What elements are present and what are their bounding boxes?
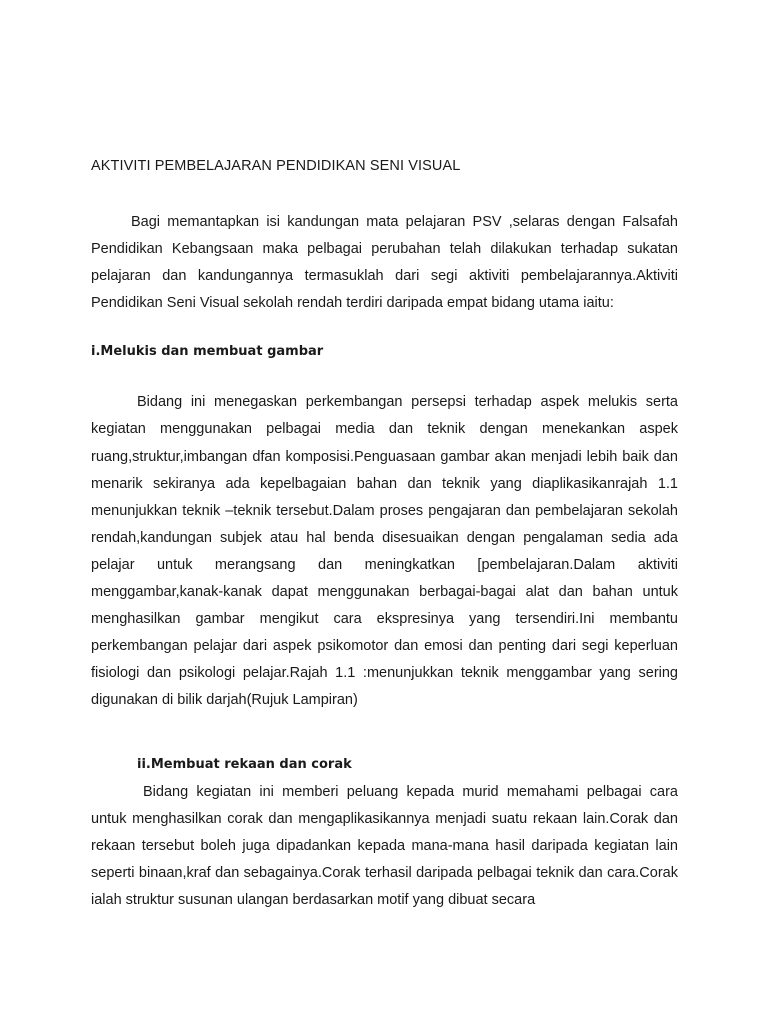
intro-paragraph: Bagi memantapkan isi kandungan mata pelajaran PSV ,selaras dengan Falsafah Pendidikan Kebangsaan maka pelbagai perubahan telah dilakukan terhadap sukatan pelajaran dan kandungannya termasuklah dari segi aktiviti pembelajarannya.Aktiviti Pendidikan Seni Visual sekolah rendah terdiri daripada empat bidang utama iaitu: bbox=[91, 214, 678, 312]
document-body bbox=[91, 156, 678, 914]
section-heading-melukis: i.Melukis dan membuat gambar bbox=[91, 344, 324, 360]
section-heading-rekaan-corak: ii.Membuat rekaan dan corak bbox=[137, 756, 352, 772]
section-body-melukis: Bidang ini menegaskan perkembangan persepsi terhadap aspek melukis serta kegiatan menggunakan pelbagai media dan teknik dengan menekankan aspek ruang,struktur,imbangan dfan komposisi.Penguasaan gambar akan menjadi lebih baik dan menarik sekiranya ada kepelbagaian bahan dan teknik yang diaplikasikanrajah 1.1 menunjukkan teknik –teknik tersebut.Dalam proses pengajaran dan pembelajaran sekolah rendah,kandungan subjek atau hal benda disesuaikan dengan pengalaman sedia ada pelajar untuk merangsang dan meningkatkan [pembelajaran.Dalam aktiviti menggambar,kanak-kanak dapat menggunakan berbagai-bagai alat dan bahan untuk menghasilkan gambar mengikut cara ekspresinya yang tersendiri.Ini membantu perkembangan pelajar dari aspek psikomotor dan emosi dan penting dari segi keperluan fisiologi dan psikologi pelajar.Rajah 1.1 :menunjukkan teknik menggambar yang sering digunakan di bilik darjah(Rujuk Lampiran) bbox=[91, 394, 678, 709]
section-body-rekaan-corak: Bidang kegiatan ini memberi peluang kepada murid memahami pelbagai cara untuk menghasilkan corak dan mengaplikasikannya menjadi suatu rekaan lain.Corak dan rekaan tersebut boleh juga dipadankan kepada mana-mana hasil daripada kegiatan lain seperti binaan,kraf dan sebagainya.Corak terhasil daripada pelbagai teknik dan cara.Corak ialah struktur susunan ulangan berdasarkan motif yang dibuat secara bbox=[91, 783, 678, 908]
document-title: AKTIVITI PEMBELAJARAN PENDIDIKAN SENI VISUAL bbox=[91, 158, 461, 174]
